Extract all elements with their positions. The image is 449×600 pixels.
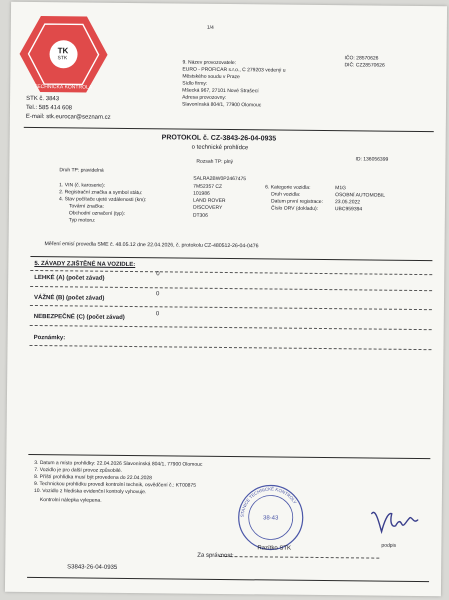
category-value: M1G [335, 185, 347, 192]
defects-heading: 5. ZÁVADY ZJIŠTĚNÉ NA VOZIDLE: [34, 260, 136, 269]
inspection-type: Druh TP: pravidelná [59, 167, 104, 174]
svg-text:38-43: 38-43 [262, 515, 279, 522]
dash-line [30, 325, 432, 330]
dash-line [29, 345, 431, 350]
stamp-caption: Razítko STK [257, 545, 292, 552]
model-label: Obchodní označení (typ): [68, 210, 126, 217]
svg-text:STANICE TECHNICKÉ KONTROLY: STANICE TECHNICKÉ KONTROLY [239, 486, 298, 518]
divider [30, 256, 432, 261]
dash-line [30, 286, 432, 291]
page-number: 1/4 [206, 24, 214, 31]
first-reg-value: 23.05.2022 [334, 199, 361, 206]
notes-label: Poznámky: [33, 334, 66, 342]
signature-caption: podpis [381, 542, 397, 549]
defect-light-count: 0 [156, 271, 160, 278]
record-id: ID: 136056399 [355, 156, 389, 163]
station-email: E-mail: stk.eurocar@seznam.cz [25, 113, 111, 121]
model-value: DISCOVERY [192, 204, 223, 211]
vehicle-kind-value: OSOBNÍ AUTOMOBIL [335, 192, 386, 199]
station-number: STK č. 3843 [26, 95, 60, 103]
first-reg-label: Datum první registrace: [270, 198, 324, 206]
vehicle-kind-label: Druh vozidla: [271, 191, 301, 198]
document-page [5, 2, 447, 597]
operator-line1: EURO - PROFICAR s.r.o., C 279203 vedený u [182, 66, 286, 74]
signature [365, 503, 425, 540]
divider [27, 577, 429, 582]
emissions-note: Měření emisí provedla SME č. 48.05.12 dne 22.04.2026, č. protokolu CZ-480512-26-04-0476 [44, 241, 259, 250]
engine-label: Typ motoru: [68, 217, 96, 224]
station-phone: Tel.: 585 414 608 [25, 104, 73, 112]
divider [28, 454, 430, 459]
roadworthy-statement: 7. Vozidlo je pro další provoz způsobilé. [34, 467, 123, 474]
svg-text:TECHNICKÁ KONTROLA: TECHNICKÁ KONTROLA [34, 83, 93, 91]
vin-value: SALRA2BW0P2467475 [193, 175, 247, 183]
divider [24, 127, 434, 132]
logo-stk-text: STK [57, 55, 68, 62]
sticker-note: Kontrolní nálepka vylepena. [39, 497, 102, 504]
defect-dangerous-count: 0 [155, 311, 160, 318]
engine-value: DT306 [192, 212, 208, 219]
defect-light-label: LEHKÉ (A) (počet závad) [34, 274, 105, 282]
protocol-title: PROTOKOL č. CZ-3843-26-04-0935 [161, 134, 277, 143]
category-label: 6. Kategorie vozidla: [265, 184, 311, 191]
round-stamp [235, 482, 306, 553]
operator-dic: DIČ: CZ28570626 [344, 62, 385, 69]
odometer-label: 4. Stav počítače ujeté vzdálenosti (km): [59, 196, 147, 204]
make-value: LAND ROVER [192, 197, 226, 204]
plate-label: 2. Registrační značka a symbol státu: [59, 189, 143, 197]
operator-heading: 9. Název provozovatele: [182, 59, 237, 67]
logo-tk-text: TK [57, 46, 69, 56]
operator-seat: Mšecká 967, 27101 Nové Strašecí [182, 87, 259, 95]
orv-label: Číslo ORV (dokladu): [270, 205, 319, 212]
orv-value: UBC959394 [334, 206, 363, 213]
defect-serious-count: 0 [156, 291, 160, 298]
operator-seat-label: Sídlo firmy: [182, 80, 208, 87]
inspection-scope: Rozsah TP: plný [196, 158, 234, 166]
operator-line2: Městského soudu v Praze [182, 73, 240, 81]
operator-addr-label: Adresa provozovny: [182, 94, 227, 101]
document-code: S3843-26-04-0935 [67, 564, 118, 571]
make-label: Tovární značka: [68, 203, 105, 210]
technician: 9. Technickou prohlídku provedl kontrolní technik, osvědčení č.: KT00875 [34, 481, 197, 489]
odometer-value: 101986 [193, 190, 210, 197]
next-inspection: 8. Příští prohlídka musí být provedena do 22.04.2028 [34, 474, 153, 482]
correctness-label: Za správnost: [197, 552, 234, 560]
dash-line [30, 305, 432, 310]
operator-ico: IČO: 28570626 [344, 55, 379, 62]
operator-addr: Slavonínská 804/1, 77900 Olomouc [182, 101, 262, 109]
defect-serious-label: VÁŽNÉ (B) (počet závad) [33, 294, 105, 302]
inspection-date-place: 3. Datum a místo prohlídky: 22.04.2026 Slavonínská 804/1, 77900 Olomouc [34, 460, 203, 468]
defect-dangerous-label: NEBEZPEČNÉ (C) (počet závad) [33, 313, 125, 321]
dash-line [219, 556, 379, 559]
protocol-subtitle: o technické prohlídce [191, 144, 249, 152]
registry-check: 10. Vozidlo z hlediska evidenční kontroly vyhovuje. [33, 487, 147, 496]
vin-label: 1. VIN (č. karoserie): [59, 182, 106, 189]
plate-value: 7M52357 CZ [193, 183, 223, 190]
stk-logo [18, 14, 109, 95]
